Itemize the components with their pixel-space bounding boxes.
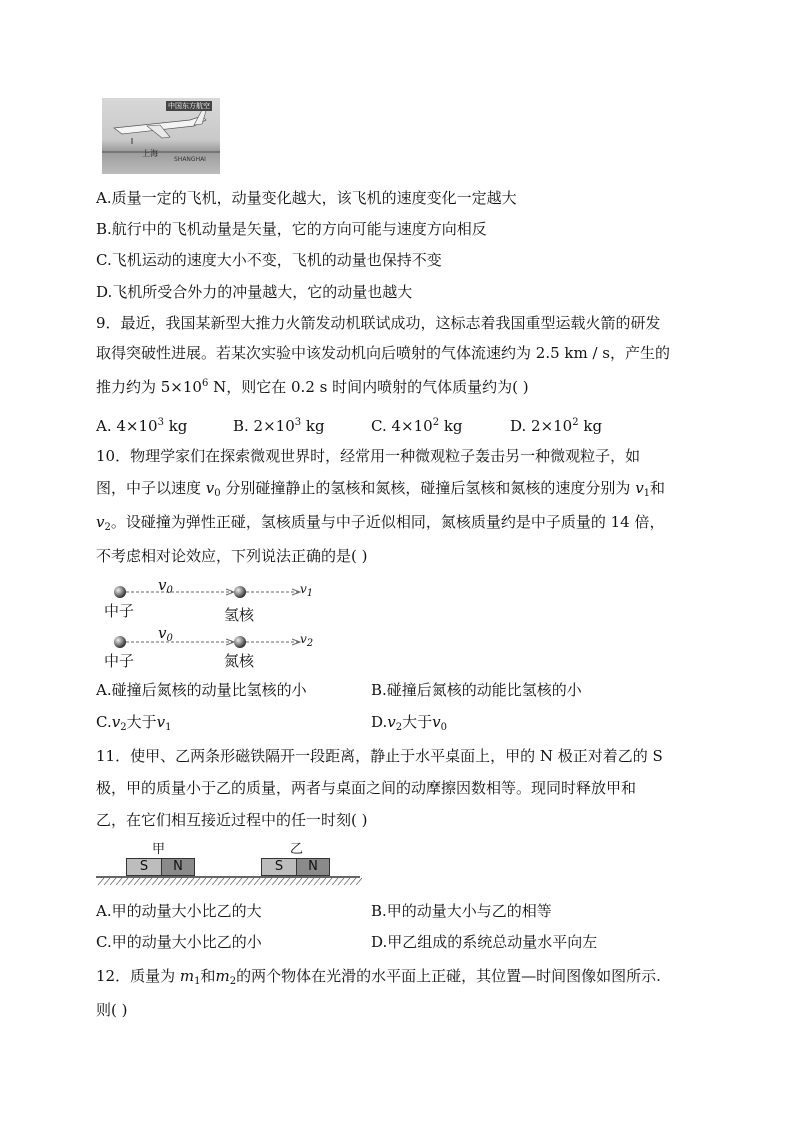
row-nitrogen xyxy=(114,636,300,648)
q10-collision-figure xyxy=(100,578,340,670)
table-surface-icon xyxy=(96,876,362,892)
q8-option-c: C.飞机运动的速度大小不变，飞机的动量也保持不变 xyxy=(96,251,442,269)
q11-line-1: 11．使甲、乙两条形磁铁隔开一段距离，静止于水平桌面上，甲的 N 极正对着乙的 S xyxy=(96,747,663,765)
neutron-ball-icon-2 xyxy=(114,636,126,648)
q10-option-a: A.碰撞后氮核的动量比氢核的小 xyxy=(96,681,307,699)
q11-option-d: D.甲乙组成的系统总动量水平向左 xyxy=(371,933,598,951)
q8-option-d: D.飞机所受合外力的冲量越大，它的动量也越大 xyxy=(96,283,413,301)
q9-option-c: C. $4\times 10^2$ kg xyxy=(371,417,463,435)
hydrogen-ball-icon xyxy=(234,586,246,598)
q9-line-3: 推力约为 $5\times 10^6$ N，则它在 0.2 s 时间内喷射的气体质量约为( ) xyxy=(96,378,529,396)
neutron-ball-icon xyxy=(114,586,126,598)
q12-line-2: 则( ) xyxy=(96,1001,128,1019)
label-neutron-top: 中子 xyxy=(104,602,135,620)
nitrogen-ball-icon xyxy=(234,636,246,648)
label-v0-bottom: $v_0$ xyxy=(158,624,173,644)
photo-sign-text: 上海 xyxy=(142,149,158,158)
magnet-jia-n-pole: N xyxy=(161,858,195,876)
q9-option-b: B. $2\times 10^3$ kg xyxy=(233,417,325,435)
label-v0-top: $v_0$ xyxy=(158,576,173,596)
q10-line-4: 不考虑相对论效应，下列说法正确的是( ) xyxy=(96,547,368,565)
q9-option-a: A. $4\times 10^3$ kg xyxy=(96,417,188,435)
q11-magnet-figure xyxy=(96,838,362,894)
label-v2: $v_2$ xyxy=(300,632,314,649)
q10-line-2: 图，中子以速度 $v_0$ 分别碰撞静止的氢核和氮核，碰撞后氢核和氮核的速度分别为 $v_1$和 xyxy=(96,479,666,499)
q8-option-a: A.质量一定的飞机，动量变化越大，该飞机的速度变化一定越大 xyxy=(96,189,517,207)
airplane-photo xyxy=(102,98,220,174)
q12-line-1: 12．质量为 $m_1$和$m_2$的两个物体在光滑的水平面上正碰，其位置—时间图像如图所示. xyxy=(96,967,661,987)
q9-option-d: D. $2\times 10^2$ kg xyxy=(510,417,603,435)
q11-option-c: C.甲的动量大小比乙的小 xyxy=(96,933,262,951)
q8-option-b: B.航行中的飞机动量是矢量，它的方向可能与速度方向相反 xyxy=(96,220,487,238)
q10-line-1: 10．物理学家们在探索微观世界时，经常用一种微观粒子轰击另一种微观粒子，如 xyxy=(96,447,641,465)
label-yi: 乙 xyxy=(290,842,304,857)
q10-option-c: $C.v_2$大于$v_1$ xyxy=(96,713,172,733)
magnet-yi-s-pole: S xyxy=(261,858,297,876)
q10-option-b: B.碰撞后氮核的动能比氢核的小 xyxy=(371,681,582,699)
label-nitrogen: 氮核 xyxy=(224,652,255,670)
label-jia: 甲 xyxy=(152,842,166,857)
magent-jia-s-pole: S xyxy=(126,858,162,876)
row-hydrogen xyxy=(114,586,300,598)
q11-option-b: B.甲的动量大小与乙的相等 xyxy=(371,902,552,920)
label-v1: $v_1$ xyxy=(300,582,314,599)
q9-line-2: 取得突破性进展。若某次实验中该发动机向后喷射的气体流速约为 2.5 km / s，产生的 xyxy=(96,344,670,362)
q9-line-1: 9．最近，我国某新型大推力火箭发动机联试成功，这标志着我国重型运载火箭的研发 xyxy=(96,314,661,332)
photo-overlay-text: 中国东方航空 xyxy=(168,102,210,110)
q10-line-3: $v_2$。设碰撞为弹性正碰，氢核质量与中子近似相同，氮核质量约是中子质量的 14 倍， xyxy=(96,513,665,533)
photo-city-text: SHANGHAI xyxy=(174,156,206,163)
q11-line-3: 乙，在它们相互接近过程中的任一时刻( ) xyxy=(96,811,368,829)
magnet-yi-n-pole: N xyxy=(296,858,330,876)
label-hydrogen: 氢核 xyxy=(224,606,255,624)
q11-option-a: A.甲的动量大小比乙的大 xyxy=(96,902,262,920)
q11-line-2: 极，甲的质量小于乙的质量，两者与桌面之间的动摩擦因数相等。现同时释放甲和 xyxy=(96,779,637,797)
q10-option-d: $D.v_2$大于$v_0$ xyxy=(371,713,447,733)
label-neutron-bottom: 中子 xyxy=(104,652,135,670)
